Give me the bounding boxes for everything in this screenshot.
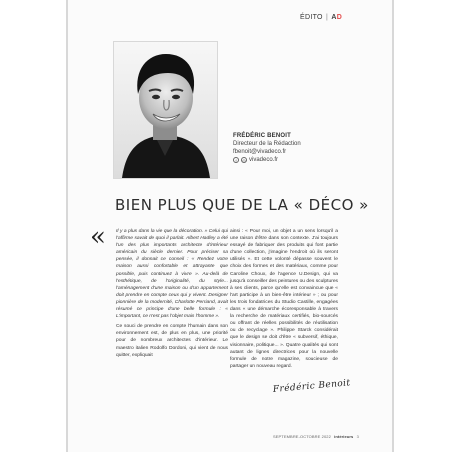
issue-date: SEPTEMBRE-OCTOBRE 2022 — [273, 434, 331, 439]
brand-letter: A — [331, 14, 337, 21]
page-footer — [273, 434, 359, 439]
section-header — [300, 14, 342, 21]
facebook-icon[interactable]: f — [233, 157, 239, 163]
article-paragraph-2: Ce souci de prendre en compte l'humain dans son environnement est, de plus en plus, une priorité pour de nombreux architectes d'intérieur. Le maestro italien Rodolfo Dordoni, qui vient de nous quitter, expliquait — [116, 324, 228, 358]
editor-bio — [233, 132, 325, 164]
article-right-column — [230, 228, 338, 373]
article-paragraph-3: ainsi : « Pour moi, un objet a un sens lorsqu'il a une raison d'être dans son contexte. J'ai toujours essayé de fabriquer des produits qui font partie d'une collection, j'imagine l'endroit où ils seront utilisés ». Et cette volonté dépasse souvent le choix des formes et des matériaux, comme pour Caroline Choux, de l'agence U.Design, qui va jusqu'à conseiller des peintures ou des sculptures à ses clients, parce qu'elle est convaincue que « l'art participe à un bien-être intérieur » ; ou pour les trois fondatrices du Studio Castille, engagées dans « une démarche écoresponsable à travers la recherche de matériaux certifiés, bio-sourcés ou offrant de réelles possibilités de réutilisation ou de recyclage ». Philippe Starck considérait que le design se doit d'être « subversif, éthique, visionnaire, politique... ». Quatre qualités qui sont autant de lignes directrices pour la nouvelle formule de notre magazine, soucieuse de partager un nouveau regard. — [230, 229, 338, 369]
editor-email-link[interactable]: fbenoit@vivadeco.fr — [233, 149, 287, 155]
instagram-icon[interactable]: ◎ — [242, 158, 246, 163]
editor-name: FRÉDÉRIC BENOIT — [233, 133, 292, 139]
article-paragraph-1: Il y a plus dans la vie que la décoration. » Celui qui l'affirme savait de quoi il parlait. Albert Hadley a été l'un des plus importants architecte d'intérieur américain du siècle dernier. Pour préciser sa pensée, il donnait ce conseil : « Rendez votre maison aussi confortable et attrayante que possible, puis continuez à vivre ». Au-delà de l'esthétique, de l'originalité, du style... l'aménagement d'une maison ou d'un appartement doit prendre en compte ceux qui y vivent. Designer pionnière de la modernité, Charlotte Perriand, avait résumé ce principe d'une belle formule : « L'important, ce n'est pas l'objet mais l'homme ». — [116, 229, 228, 320]
editor-signature: Frédéric Benoit — [272, 378, 351, 395]
opening-quote-mark: « — [90, 222, 106, 252]
editor-portrait-photo — [113, 41, 218, 179]
section-label: ÉDITO — [300, 14, 323, 21]
article-headline: BIEN PLUS QUE DE LA « DÉCO » — [115, 196, 369, 214]
website-link[interactable]: vivadeco.fr — [249, 157, 279, 163]
brand-accent-letter: D — [336, 14, 343, 21]
social-links — [233, 156, 325, 164]
article-left-column — [116, 228, 228, 362]
magazine-name: intérieurs — [334, 434, 354, 439]
section-separator: | — [326, 14, 329, 21]
page-number: 3 — [356, 434, 359, 439]
editor-title: Directeur de la Rédaction — [233, 141, 301, 147]
portrait-illustration — [114, 42, 217, 178]
